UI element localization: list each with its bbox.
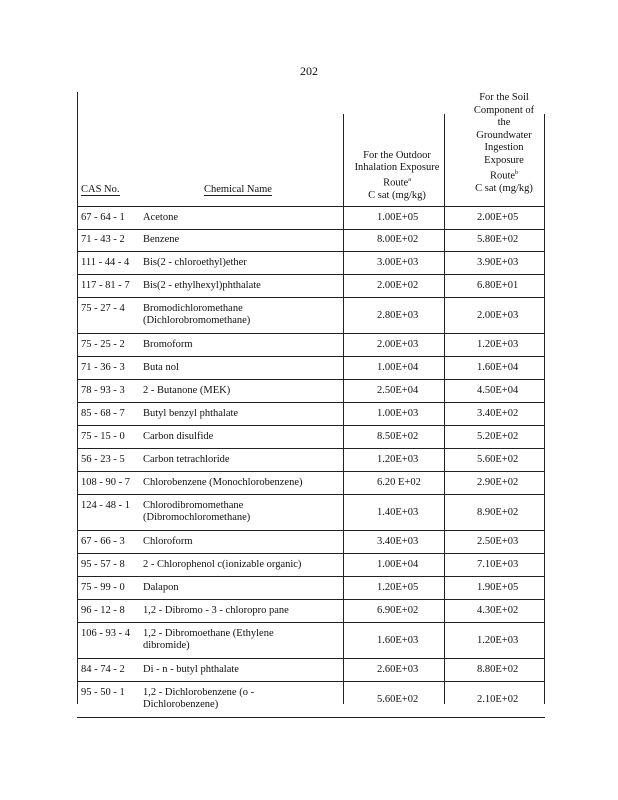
- table-row: [77, 380, 545, 403]
- header-col4-line: Exposure: [484, 154, 524, 166]
- table-row: [77, 426, 545, 449]
- cas-number: 75 - 15 - 0: [81, 431, 125, 442]
- cas-number: 56 - 23 - 5: [81, 454, 125, 465]
- outdoor-inhalation-value: 1.40E+03: [377, 507, 419, 518]
- groundwater-ingestion-value: 2.00E+05: [477, 212, 519, 223]
- outdoor-inhalation-value: 5.60E+02: [377, 694, 419, 705]
- table-row: [77, 229, 545, 252]
- table-row: [77, 495, 545, 531]
- table-row: [77, 357, 545, 380]
- table-row: [77, 659, 545, 682]
- chemical-name: 2 - Chlorophenol c(ionizable organic): [143, 559, 302, 570]
- outdoor-inhalation-value: 1.00E+04: [377, 559, 419, 570]
- chemical-name: Carbon tetrachloride: [143, 454, 230, 465]
- header-col4-line: For the Soil: [479, 92, 529, 103]
- cas-number: 67 - 64 - 1: [81, 212, 125, 223]
- outdoor-inhalation-value: 6.90E+02: [377, 605, 419, 616]
- cas-number: 67 - 66 - 3: [81, 536, 125, 547]
- table-header: [77, 92, 545, 206]
- groundwater-ingestion-value: 5.80E+02: [477, 234, 519, 245]
- groundwater-ingestion-value: 6.80E+01: [477, 280, 519, 291]
- chemical-name: Benzene: [143, 234, 180, 245]
- groundwater-ingestion-value: 3.90E+03: [477, 257, 519, 268]
- table-row: [77, 577, 545, 600]
- header-col4-line: Ingestion: [484, 142, 524, 153]
- table-row: [77, 275, 545, 298]
- groundwater-ingestion-value: 1.20E+03: [477, 339, 519, 350]
- cas-number: 96 - 12 - 8: [81, 605, 125, 616]
- groundwater-ingestion-value: 3.40E+02: [477, 408, 519, 419]
- header-col4-line: the: [497, 117, 511, 128]
- cas-number: 78 - 93 - 3: [81, 385, 125, 396]
- groundwater-ingestion-value: 2.10E+02: [477, 694, 519, 705]
- header-col4-line: Component of: [473, 104, 535, 116]
- outdoor-inhalation-value: 1.20E+05: [377, 582, 419, 593]
- table-row: [77, 623, 545, 659]
- cas-number: 106 - 93 - 4: [81, 628, 130, 639]
- header-outdoor-inhalation: [347, 150, 447, 202]
- chemical-name: 1,2 - Dichlorobenzene (o - Dichlorobenzene): [143, 687, 255, 710]
- table-row: [77, 206, 545, 230]
- table-row: [77, 554, 545, 577]
- cas-number: 111 - 44 - 4: [81, 257, 130, 268]
- chemical-name: 1,2 - Dibromo - 3 - chloropro pane: [143, 605, 289, 616]
- cas-number: 95 - 50 - 1: [81, 687, 125, 698]
- table-row: [77, 403, 545, 426]
- cas-number: 71 - 43 - 2: [81, 234, 125, 245]
- cas-number: 117 - 81 - 7: [81, 280, 130, 291]
- header-col3-line: Inhalation Exposure: [354, 162, 440, 173]
- table-row: [77, 252, 545, 275]
- groundwater-ingestion-value: 1.90E+05: [477, 582, 519, 593]
- chemical-name: Bromodichloromethane (Dichlorobromomethane): [143, 303, 251, 326]
- outdoor-inhalation-value: 1.00E+05: [377, 212, 419, 223]
- cas-number: 84 - 74 - 2: [81, 664, 125, 675]
- outdoor-inhalation-value: 2.60E+03: [377, 664, 419, 675]
- chemical-name: Chlorobenzene (Monochlorobenzene): [143, 477, 303, 488]
- chemical-name: Chloroform: [143, 536, 193, 547]
- groundwater-ingestion-value: 2.00E+03: [477, 310, 519, 321]
- table-row: [77, 472, 545, 495]
- header-chemical-name: Chemical Name: [204, 184, 272, 195]
- chemical-name: Carbon disulfide: [143, 431, 214, 442]
- cas-number: 95 - 57 - 8: [81, 559, 125, 570]
- groundwater-ingestion-value: 5.20E+02: [477, 431, 519, 442]
- chemical-name: 1,2 - Dibromoethane (Ethylene dibromide): [143, 628, 274, 651]
- chemical-name: Acetone: [143, 212, 178, 223]
- header-groundwater-ingestion: [464, 92, 544, 196]
- chemical-name: Butyl benzyl phthalate: [143, 408, 239, 419]
- outdoor-inhalation-value: 3.40E+03: [377, 536, 419, 547]
- chemical-name: Bis(2 - ethylhexyl)phthalate: [143, 280, 261, 291]
- cas-number: 108 - 90 - 7: [81, 477, 130, 488]
- groundwater-ingestion-value: 2.90E+02: [477, 477, 519, 488]
- table-row: [77, 449, 545, 472]
- chemical-name: 2 - Butanone (MEK): [143, 385, 231, 396]
- chemical-name: Chlorodibromomethane (Dibromochloromethane): [143, 500, 251, 523]
- page-number: 202: [300, 64, 318, 78]
- groundwater-ingestion-value: 1.20E+03: [477, 635, 519, 646]
- outdoor-inhalation-value: 8.00E+02: [377, 234, 419, 245]
- groundwater-ingestion-value: 2.50E+03: [477, 536, 519, 547]
- cas-number: 75 - 25 - 2: [81, 339, 125, 350]
- table-row: [77, 298, 545, 334]
- groundwater-ingestion-value: 7.10E+03: [477, 559, 519, 570]
- chemical-name: Dalapon: [143, 582, 179, 593]
- table-row: [77, 600, 545, 623]
- cas-number: 124 - 48 - 1: [81, 500, 130, 511]
- groundwater-ingestion-value: 5.60E+02: [477, 454, 519, 465]
- table-row: [77, 682, 545, 718]
- cas-number: 85 - 68 - 7: [81, 408, 125, 419]
- chemical-name: Buta nol: [143, 362, 179, 373]
- header-col3-line: C sat (mg/kg): [368, 189, 426, 201]
- outdoor-inhalation-value: 2.00E+03: [377, 339, 419, 350]
- groundwater-ingestion-value: 8.90E+02: [477, 507, 519, 518]
- groundwater-ingestion-value: 4.30E+02: [477, 605, 519, 616]
- header-cas: CAS No.: [81, 184, 120, 195]
- outdoor-inhalation-value: 2.80E+03: [377, 310, 419, 321]
- cas-number: 75 - 27 - 4: [81, 303, 125, 314]
- table-row: [77, 334, 545, 357]
- cas-number: 75 - 99 - 0: [81, 582, 125, 593]
- outdoor-inhalation-value: 8.50E+02: [377, 431, 419, 442]
- header-col4-line: Groundwater: [476, 129, 532, 141]
- chemical-name: Di - n - butyl phthalate: [143, 664, 239, 675]
- outdoor-inhalation-value: 1.60E+03: [377, 635, 419, 646]
- groundwater-ingestion-value: 8.80E+02: [477, 664, 519, 675]
- outdoor-inhalation-value: 1.00E+03: [377, 408, 419, 419]
- outdoor-inhalation-value: 1.00E+04: [377, 362, 419, 373]
- header-col4-line: C sat (mg/kg): [475, 183, 533, 194]
- groundwater-ingestion-value: 4.50E+04: [477, 385, 519, 396]
- outdoor-inhalation-value: 6.20 E+02: [377, 477, 421, 488]
- table-row: [77, 531, 545, 554]
- outdoor-inhalation-value: 3.00E+03: [377, 257, 419, 268]
- outdoor-inhalation-value: 2.00E+02: [377, 280, 419, 291]
- groundwater-ingestion-value: 1.60E+04: [477, 362, 519, 373]
- header-col4-line: Route$^b$: [489, 170, 519, 182]
- chemical-name: Bis(2 - chloroethyl)ether: [143, 257, 247, 268]
- outdoor-inhalation-value: 1.20E+03: [377, 454, 419, 465]
- header-col3-line: Route$^a$: [383, 177, 411, 189]
- outdoor-inhalation-value: 2.50E+04: [377, 385, 419, 396]
- chemical-name: Bromoform: [143, 339, 193, 350]
- cas-number: 71 - 36 - 3: [81, 362, 125, 373]
- header-col3-line: For the Outdoor: [363, 150, 431, 161]
